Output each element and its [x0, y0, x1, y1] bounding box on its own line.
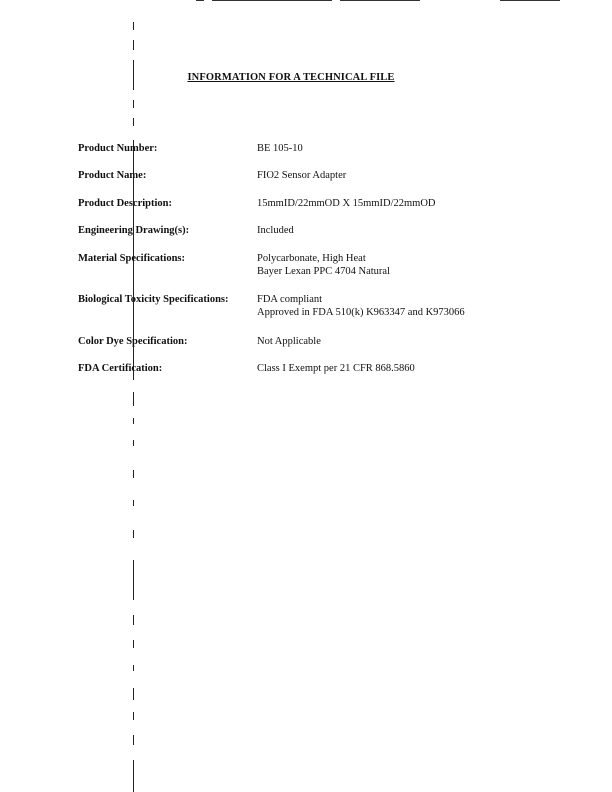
- field-label: Biological Toxicity Specifications:: [78, 294, 229, 305]
- field-value: [257, 197, 436, 210]
- field-value-line: FIO2 Sensor Adapter: [257, 170, 347, 181]
- field-value-line: FDA compliant: [257, 294, 323, 305]
- scan-fold-line: [133, 560, 134, 600]
- field-label: Color Dye Specification:: [78, 336, 188, 347]
- field-value-line: Bayer Lexan PPC 4704 Natural: [257, 266, 390, 277]
- field-value: [257, 335, 321, 348]
- scan-fold-line: [133, 688, 134, 700]
- scan-fold-line: [133, 118, 134, 126]
- field-label: FDA Certification:: [78, 363, 163, 374]
- field-value: [257, 142, 303, 155]
- scan-fold-line: [133, 22, 134, 30]
- scan-edge-line: [340, 0, 420, 1]
- field-value: [257, 169, 346, 182]
- scan-fold-line: [133, 440, 134, 446]
- field-value-line: Not Applicable: [257, 336, 321, 347]
- field-label: Material Specifications:: [78, 253, 186, 264]
- field-value: [257, 252, 390, 278]
- scan-fold-line: [133, 530, 134, 538]
- field-value: [257, 224, 294, 237]
- field-value: [257, 293, 465, 319]
- field-label: Engineering Drawing(s):: [78, 225, 190, 236]
- scan-fold-line: [133, 470, 134, 478]
- field-value-line: Class I Exempt per 21 CFR 868.5860: [257, 363, 415, 374]
- scan-fold-line: [133, 640, 134, 648]
- scan-fold-line: [133, 40, 134, 50]
- field-value: [257, 362, 415, 375]
- field-value-line: Polycarbonate, High Heat: [257, 253, 366, 264]
- scan-edge-line: [196, 0, 204, 1]
- document-title: INFORMATION FOR A TECHNICAL FILE: [187, 72, 395, 83]
- field-value-line: BE 105-10: [257, 143, 303, 154]
- field-label: Product Description:: [78, 198, 173, 209]
- scan-edge-line: [500, 0, 560, 1]
- scan-fold-line: [133, 665, 134, 671]
- scan-fold-line: [133, 712, 134, 720]
- field-value-line: 15mmID/22mmOD X 15mmID/22mmOD: [257, 198, 436, 209]
- scan-fold-line: [133, 500, 134, 506]
- scan-fold-line: [133, 615, 134, 625]
- scan-fold-line: [133, 735, 134, 745]
- field-value-line: Included: [257, 225, 294, 236]
- field-value-line: Approved in FDA 510(k) K963347 and K973066: [257, 307, 465, 318]
- field-label: Product Name:: [78, 170, 147, 181]
- scan-fold-line: [133, 760, 134, 792]
- field-label: Product Number:: [78, 143, 158, 154]
- scan-edge-line: [212, 0, 332, 1]
- scan-fold-line: [133, 418, 134, 424]
- scan-fold-line: [133, 392, 134, 406]
- scan-fold-line: [133, 100, 134, 108]
